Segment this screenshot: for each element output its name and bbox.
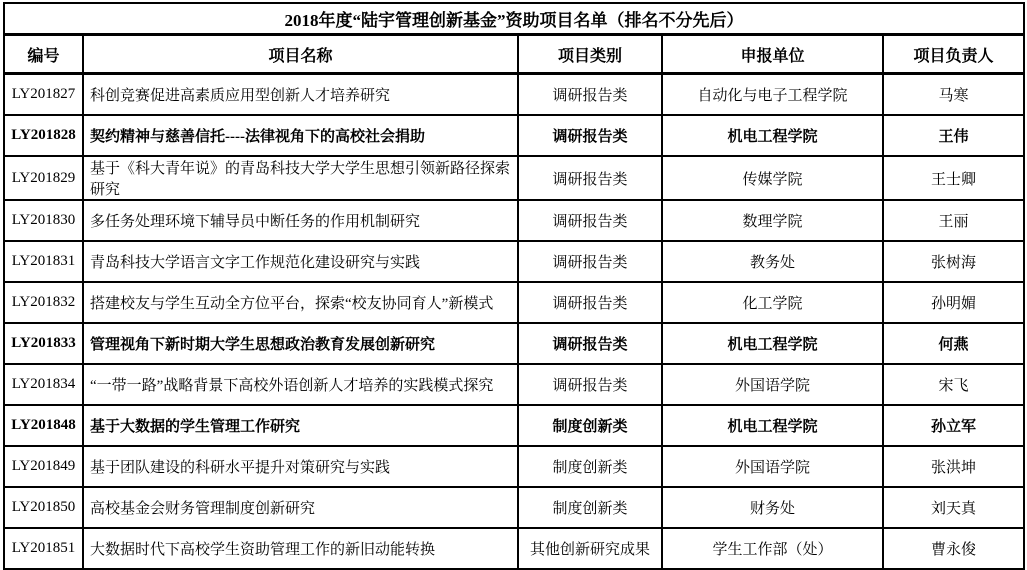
cell-project-category: 调研报告类 — [518, 115, 662, 156]
cell-project-category: 其他创新研究成果 — [518, 528, 662, 569]
table-row — [4, 323, 1024, 364]
cell-applicant-unit: 自动化与电子工程学院 — [662, 74, 883, 116]
cell-project-name: 基于《科大青年说》的青岛科技大学大学生思想引领新路径探索研究 — [83, 156, 518, 200]
cell-project-leader: 王丽 — [883, 200, 1024, 241]
cell-applicant-unit: 外国语学院 — [662, 446, 883, 487]
cell-project-leader: 曹永俊 — [883, 528, 1024, 569]
cell-project-name: 青岛科技大学语言文字工作规范化建设研究与实践 — [83, 241, 518, 282]
cell-project-id: LY201828 — [4, 115, 83, 156]
cell-applicant-unit: 机电工程学院 — [662, 323, 883, 364]
table-row — [4, 446, 1024, 487]
table-row — [4, 282, 1024, 323]
table-row — [4, 200, 1024, 241]
cell-project-id: LY201850 — [4, 487, 83, 528]
cell-project-name: 契约精神与慈善信托----法律视角下的高校社会捐助 — [83, 115, 518, 156]
cell-project-leader: 王士卿 — [883, 156, 1024, 200]
cell-project-category: 制度创新类 — [518, 405, 662, 446]
cell-project-leader: 刘天真 — [883, 487, 1024, 528]
table-row — [4, 74, 1024, 116]
cell-applicant-unit: 学生工作部（处） — [662, 528, 883, 569]
cell-project-leader: 王伟 — [883, 115, 1024, 156]
cell-project-name: 管理视角下新时期大学生思想政治教育发展创新研究 — [83, 323, 518, 364]
cell-project-id: LY201851 — [4, 528, 83, 569]
cell-project-id: LY201834 — [4, 364, 83, 405]
cell-project-id: LY201849 — [4, 446, 83, 487]
col-header-category: 项目类别 — [518, 35, 662, 74]
cell-project-leader: 马寒 — [883, 74, 1024, 116]
table-row — [4, 156, 1024, 200]
col-header-leader: 项目负责人 — [883, 35, 1024, 74]
col-header-id: 编号 — [4, 35, 83, 74]
cell-project-name: 科创竞赛促进高素质应用型创新人才培养研究 — [83, 74, 518, 116]
fund-projects-table — [3, 2, 1025, 570]
cell-project-leader: 张树海 — [883, 241, 1024, 282]
cell-project-id: LY201848 — [4, 405, 83, 446]
cell-project-id: LY201827 — [4, 74, 83, 116]
cell-project-name: 多任务处理环境下辅导员中断任务的作用机制研究 — [83, 200, 518, 241]
cell-project-name: 高校基金会财务管理制度创新研究 — [83, 487, 518, 528]
cell-applicant-unit: 机电工程学院 — [662, 405, 883, 446]
cell-project-category: 调研报告类 — [518, 323, 662, 364]
cell-project-category: 调研报告类 — [518, 282, 662, 323]
cell-project-name: 基于团队建设的科研水平提升对策研究与实践 — [83, 446, 518, 487]
table-row — [4, 405, 1024, 446]
cell-project-name: “一带一路”战略背景下高校外语创新人才培养的实践模式探究 — [83, 364, 518, 405]
cell-project-name: 搭建校友与学生互动全方位平台，探索“校友协同育人”新模式 — [83, 282, 518, 323]
col-header-project-name: 项目名称 — [83, 35, 518, 74]
cell-project-category: 制度创新类 — [518, 446, 662, 487]
cell-applicant-unit: 化工学院 — [662, 282, 883, 323]
cell-project-id: LY201832 — [4, 282, 83, 323]
cell-applicant-unit: 数理学院 — [662, 200, 883, 241]
table-row — [4, 528, 1024, 569]
cell-project-leader: 宋飞 — [883, 364, 1024, 405]
cell-project-id: LY201831 — [4, 241, 83, 282]
col-header-unit: 申报单位 — [662, 35, 883, 74]
table-row — [4, 241, 1024, 282]
cell-project-id: LY201833 — [4, 323, 83, 364]
cell-project-leader: 何燕 — [883, 323, 1024, 364]
cell-project-category: 调研报告类 — [518, 156, 662, 200]
cell-project-category: 调研报告类 — [518, 364, 662, 405]
cell-project-category: 调研报告类 — [518, 200, 662, 241]
cell-applicant-unit: 外国语学院 — [662, 364, 883, 405]
cell-project-leader: 孙明媚 — [883, 282, 1024, 323]
cell-project-name: 基于大数据的学生管理工作研究 — [83, 405, 518, 446]
title-row — [4, 3, 1024, 35]
cell-applicant-unit: 传媒学院 — [662, 156, 883, 200]
cell-applicant-unit: 财务处 — [662, 487, 883, 528]
cell-project-id: LY201830 — [4, 200, 83, 241]
table-row — [4, 487, 1024, 528]
cell-applicant-unit: 机电工程学院 — [662, 115, 883, 156]
table-row — [4, 115, 1024, 156]
table-row — [4, 364, 1024, 405]
cell-project-name: 大数据时代下高校学生资助管理工作的新旧动能转换 — [83, 528, 518, 569]
header-row — [4, 35, 1024, 74]
cell-project-leader: 张洪坤 — [883, 446, 1024, 487]
cell-project-leader: 孙立军 — [883, 405, 1024, 446]
table-title: 2018年度“陆宇管理创新基金”资助项目名单（排名不分先后） — [4, 3, 1024, 35]
cell-project-category: 制度创新类 — [518, 487, 662, 528]
cell-project-category: 调研报告类 — [518, 74, 662, 116]
cell-project-category: 调研报告类 — [518, 241, 662, 282]
cell-applicant-unit: 教务处 — [662, 241, 883, 282]
cell-project-id: LY201829 — [4, 156, 83, 200]
